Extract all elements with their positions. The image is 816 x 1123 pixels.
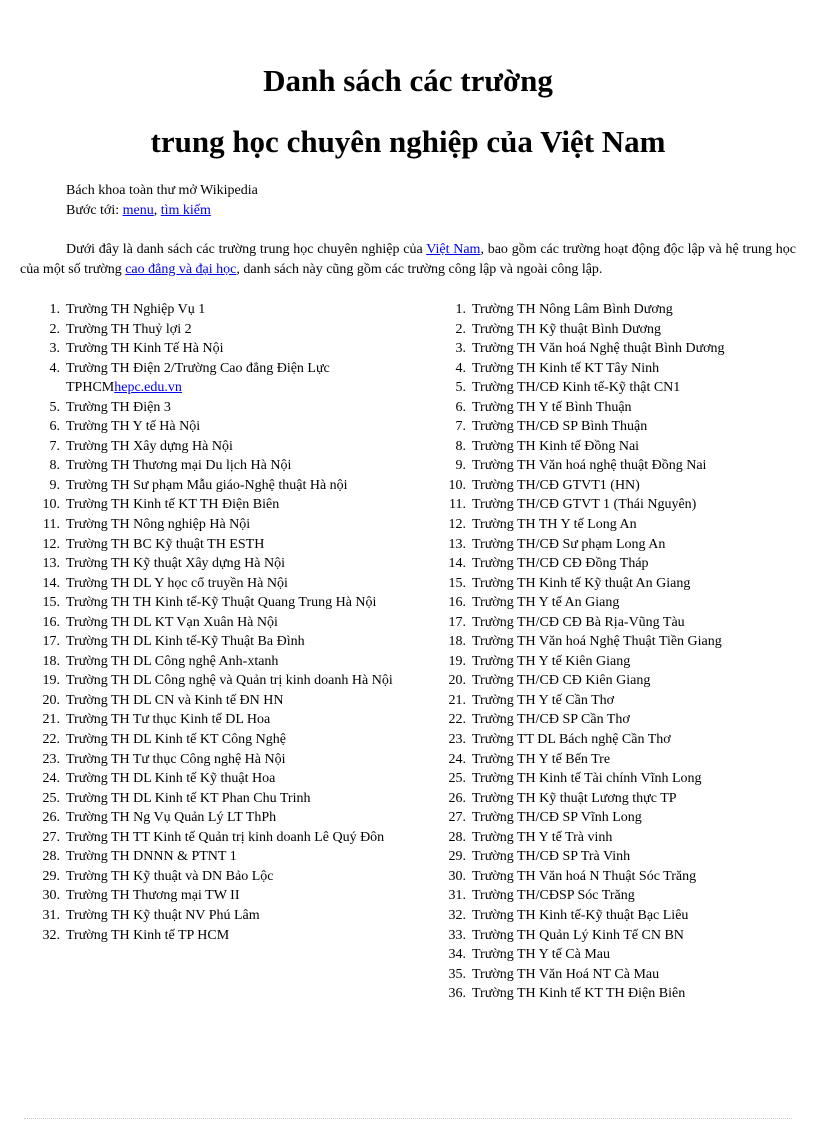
list-item [436,886,796,906]
list-item-text: Trường TH TH Y tế Long An [472,517,637,533]
list-item-text: Trường TH Văn hoá Nghệ Thuật Tiền Giang [472,634,722,650]
list-item [436,515,796,535]
list-item [30,495,420,515]
list-item [436,828,796,848]
list-item-number: 10. [42,497,60,513]
list-item-number: 6. [49,419,60,435]
list-item [436,906,796,926]
list-item-number: 7. [455,419,466,435]
list-item [30,886,420,906]
list-item-number: 22. [42,732,60,748]
list-item-text: Trường TH Tư thục Kinh tế DL Hoa [66,712,271,728]
list-item-number: 26. [448,790,466,806]
list-item-number: 31. [448,888,466,904]
list-item-text: Trường TH Thuỷ lợi 2 [66,321,192,337]
nav-line [66,201,211,221]
list-item-text: Trường TH DL Y học cổ truyền Hà Nội [66,575,288,591]
list-item [436,359,796,379]
list-item-number: 17. [448,614,466,630]
list-item [30,359,420,398]
website-link[interactable]: hepc.edu.vn [114,380,182,396]
list-item-number: 4. [455,360,466,376]
list-item [30,691,420,711]
list-item [30,593,420,613]
list-item-text: Trường TH BC Kỹ thuật TH ESTH [66,536,265,552]
list-item-number: 17. [42,634,60,650]
list-item-text: Trường TH Thương mại TW II [66,888,240,904]
page-title-line-1: Danh sách các trường [263,63,553,98]
list-item [436,730,796,750]
list-item [436,574,796,594]
list-item-number: 15. [448,575,466,591]
colleges-link[interactable]: cao đẳng và đại học [125,262,237,277]
list-item-number: 2. [49,321,60,337]
list-item-number: 14. [448,556,466,572]
list-item [30,671,420,691]
list-item-text: Trường TH Kinh tế KT Tây Ninh [472,360,660,376]
list-item [436,378,796,398]
list-item-number: 16. [42,614,60,630]
list-item-number: 18. [42,653,60,669]
list-item-number: 1. [455,302,466,317]
intro-text-2: , bao gồm các trường hoạt động độc lập và hệ trung học của một số trường [20,242,796,277]
list-item-text: Trường TH/CĐ Kinh tế-Kỹ thật CN1 [472,380,681,396]
list-item [30,867,420,887]
list-item [30,906,420,926]
list-item-number: 11. [43,517,60,533]
list-item-text: Trường TH/CĐ CĐ Kiên Giang [472,673,651,689]
page-bottom-divider [24,1118,792,1119]
list-item-number: 5. [455,380,466,396]
list-item-number: 13. [448,536,466,552]
list-item [436,750,796,770]
list-item [436,300,796,320]
list-item [436,593,796,613]
intro-paragraph [20,240,796,280]
list-item-number: 27. [448,810,466,826]
list-item-number: 2. [455,321,466,337]
list-item [30,320,420,340]
menu-link[interactable]: menu [122,203,154,218]
list-item [436,926,796,946]
list-item-text: Trường TH Y tế Bến Tre [472,751,611,767]
list-item-text: Trường TH Kỹ thuật Lương thực TP [472,790,677,806]
list-item-text: Trường TH DL Kinh tế-Kỹ Thuật Ba Đình [66,634,305,650]
list-item-text: Trường TH Y tế An Giang [472,595,620,611]
list-item [30,847,420,867]
list-item-text: Trường TH Điện 2/Trường Cao đẳng Điện Lực TPHCM [66,360,330,396]
list-item [30,476,420,496]
list-item-text: Trường TH Văn hoá N Thuật Sóc Trăng [472,868,697,884]
list-item-text: Trường TH Kinh tế Kỹ thuật An Giang [472,575,691,591]
list-item-text: Trường TH DNNN & PTNT 1 [66,849,237,865]
list-item-text: Trường TH Xây dựng Hà Nội [66,438,233,454]
list-item-number: 22. [448,712,466,728]
list-item-text: Trường TH Sư phạm Mẫu giáo-Nghệ thuật Hà nội [66,477,348,493]
list-item [436,554,796,574]
list-item-number: 9. [49,477,60,493]
list-item-number: 28. [448,829,466,845]
list-item [436,789,796,809]
list-item-text: Trường TH Y tế Hà Nội [66,419,201,435]
vietnam-link[interactable]: Việt Nam [426,242,481,257]
list-item-text: Trường TH DL CN và Kinh tế ĐN HN [66,692,284,708]
list-item-number: 30. [42,888,60,904]
list-item-text: Trường TH/CĐ GTVT1 (HN) [472,477,640,493]
list-item-text: Trường TH Nghiệp Vụ 1 [66,302,206,317]
list-item-number: 32. [448,907,466,923]
list-item [30,769,420,789]
list-item-text: Trường TH Văn hoá Nghệ thuật Bình Dương [472,341,725,357]
list-item-number: 5. [49,399,60,415]
list-item-number: 32. [42,927,60,943]
list-item-text: Trường TH Kỹ thuật Xây dựng Hà Nội [66,556,285,572]
list-item-number: 9. [455,458,466,474]
list-item-text: Trường TH/CĐ SP Trà Vinh [472,849,631,865]
list-item-text: Trường TH DL Kinh tế KT Công Nghệ [66,732,286,748]
list-item [30,632,420,652]
list-item-text: Trường TH Nông nghiệp Hà Nội [66,517,251,533]
list-item-number: 24. [42,771,60,787]
list-item-text: Trường TH/CĐ SP Bình Thuận [472,419,648,435]
list-item-number: 24. [448,751,466,767]
list-item [30,535,420,555]
list-item-number: 29. [448,849,466,865]
list-item-text: Trường TH Y tế Trà vinh [472,829,613,845]
list-item-number: 3. [49,341,60,357]
list-item-text: Trường TH Ng Vụ Quản Lý LT ThPh [66,810,277,826]
list-item [436,652,796,672]
list-item [30,456,420,476]
list-item [30,574,420,594]
list-item [30,808,420,828]
list-item-number: 33. [448,927,466,943]
list-item-number: 1. [49,302,60,317]
list-item-number: 7. [49,438,60,454]
list-item-text: Trường TH Kinh Tế Hà Nội [66,341,224,357]
list-item-number: 18. [448,634,466,650]
list-item-number: 16. [448,595,466,611]
list-item-number: 26. [42,810,60,826]
list-item-number: 10. [448,477,466,493]
list-item-number: 23. [448,732,466,748]
list-item [436,535,796,555]
list-item-number: 19. [42,673,60,689]
list-item-text: Trường TH Kinh tế KT TH Điện Biên [472,986,686,1002]
list-item-text: Trường TH Kỹ thuật và DN Bảo Lộc [66,868,274,884]
list-item [30,515,420,535]
list-item-text: Trường TH Kinh tế TP HCM [66,927,230,943]
list-item-text: Trường TH/CĐ SP Vĩnh Long [472,810,642,826]
nav-label: Bước tới: [66,203,120,218]
list-item [436,456,796,476]
list-item-number: 4. [49,360,60,376]
list-item-text: Trường TH TH Kinh tế-Kỹ Thuật Quang Trung Hà Nội [66,595,377,611]
list-item-text: Trường TH Quản Lý Kinh Tế CN BN [472,927,684,943]
list-item [30,828,420,848]
list-item-text: Trường TH DL KT Vạn Xuân Hà Nội [66,614,278,630]
list-item-number: 8. [455,438,466,454]
list-item-text: Trường TH/CĐ GTVT 1 (Thái Nguyên) [472,497,697,513]
list-item [436,476,796,496]
list-item [436,984,796,1004]
list-item [436,691,796,711]
list-item-number: 20. [42,692,60,708]
list-item-text: Trường TH Tư thục Công nghệ Hà Nội [66,751,286,767]
list-item [436,769,796,789]
list-item [30,613,420,633]
list-item-text: Trường TH DL Kinh tế Kỹ thuật Hoa [66,771,276,787]
list-item-number: 27. [42,829,60,845]
list-item [436,945,796,965]
list-item-number: 21. [42,712,60,728]
intro-text-3: , danh sách này cũng gồm các trường công lập và ngoài công lập. [236,262,603,277]
list-item-number: 6. [455,399,466,415]
list-item [30,554,420,574]
list-item-text: Trường TH DL Công nghệ và Quản trị kinh doanh Hà Nội [66,673,393,689]
list-item-number: 3. [455,341,466,357]
list-item-text: Trường TH Kinh tế Đồng Nai [472,438,640,454]
list-item [436,417,796,437]
list-item [436,847,796,867]
source-line: Bách khoa toàn thư mở Wikipedia [66,183,258,198]
list-item-number: 34. [448,947,466,963]
list-item [30,417,420,437]
list-item-text: Trường TH Văn Hoá NT Cà Mau [472,966,660,982]
list-item [436,671,796,691]
list-item-text: Trường TH Y tế Kiên Giang [472,653,631,669]
page-title-line-2: trung học chuyên nghiệp của Việt Nam [150,124,666,159]
list-item [436,710,796,730]
list-item-text: Trường TH DL Công nghệ Anh-xtanh [66,653,279,669]
list-item-text: Trường TH TT Kinh tế Quản trị kinh doanh Lê Quý Đôn [66,829,385,845]
list-item-text: Trường TH Kinh tế-Kỹ thuật Bạc Liêu [472,907,689,923]
list-item [436,320,796,340]
list-item-number: 8. [49,458,60,474]
list-item-text: Trường TH/CĐ Sư phạm Long An [472,536,666,552]
list-item [436,613,796,633]
list-item [30,789,420,809]
list-item [30,300,420,320]
list-item-number: 31. [42,907,60,923]
list-item [30,652,420,672]
list-item [436,632,796,652]
list-item-number: 28. [42,849,60,865]
list-item-number: 36. [448,986,466,1002]
list-item-number: 12. [448,517,466,533]
list-item-text: Trường TT DL Bách nghệ Cần Thơ [472,732,671,748]
intro-text-1: Dưới đây là danh sách các trường trung học chuyên nghiệp của [66,242,427,257]
list-item-text: Trường TH/CĐSP Sóc Trăng [472,888,635,904]
list-item-number: 20. [448,673,466,689]
list-item [30,339,420,359]
list-item-text: Trường TH Nông Lâm Bình Dương [472,302,673,317]
school-list-right [436,300,796,1004]
list-item-number: 23. [42,751,60,767]
list-item-text: Trường TH Y tế Cà Mau [472,947,611,963]
list-item-text: Trường TH Y tế Bình Thuận [472,399,632,415]
list-item-text: Trường TH Kỹ thuật Bình Dương [472,321,662,337]
list-item [436,495,796,515]
list-item-number: 19. [448,653,466,669]
list-item-number: 12. [42,536,60,552]
list-item-number: 25. [42,790,60,806]
nav-separator: , [153,203,158,218]
school-list-left [30,300,420,945]
list-item-text: Trường TH Điện 3 [66,399,171,415]
list-item [436,339,796,359]
list-item-text: Trường TH DL Kinh tế KT Phan Chu Trinh [66,790,311,806]
list-item-number: 11. [449,497,466,513]
list-item-number: 30. [448,868,466,884]
list-item-text: Trường TH Kinh tế KT TH Điện Biên [66,497,280,513]
list-item-text: Trường TH Thương mại Du lịch Hà Nội [66,458,292,474]
list-item [30,926,420,946]
list-item-number: 25. [448,771,466,787]
list-item [436,867,796,887]
list-item-number: 14. [42,575,60,591]
list-item-text: Trường TH Văn hoá nghệ thuật Đồng Nai [472,458,707,474]
list-item [436,808,796,828]
list-item-number: 29. [42,868,60,884]
list-item-number: 21. [448,692,466,708]
list-item-text: Trường TH/CĐ CĐ Bà Rịa-Vũng Tàu [472,614,685,630]
list-item [436,965,796,985]
list-item [30,750,420,770]
list-item [30,710,420,730]
list-item [30,437,420,457]
list-item-text: Trường TH Y tế Cần Thơ [472,692,615,708]
list-item [30,398,420,418]
list-item-text: Trường TH Kinh tế Tài chính Vĩnh Long [472,771,702,787]
list-item-text: Trường TH Kỹ thuật NV Phú Lâm [66,907,260,923]
list-item [30,730,420,750]
list-item [436,437,796,457]
search-link[interactable]: tìm kiếm [160,203,211,218]
list-item-number: 13. [42,556,60,572]
list-item-number: 15. [42,595,60,611]
list-item-number: 35. [448,966,466,982]
list-item-text: Trường TH/CĐ CĐ Đồng Tháp [472,556,649,572]
list-item-text: Trường TH/CĐ SP Cần Thơ [472,712,630,728]
list-item [436,398,796,418]
